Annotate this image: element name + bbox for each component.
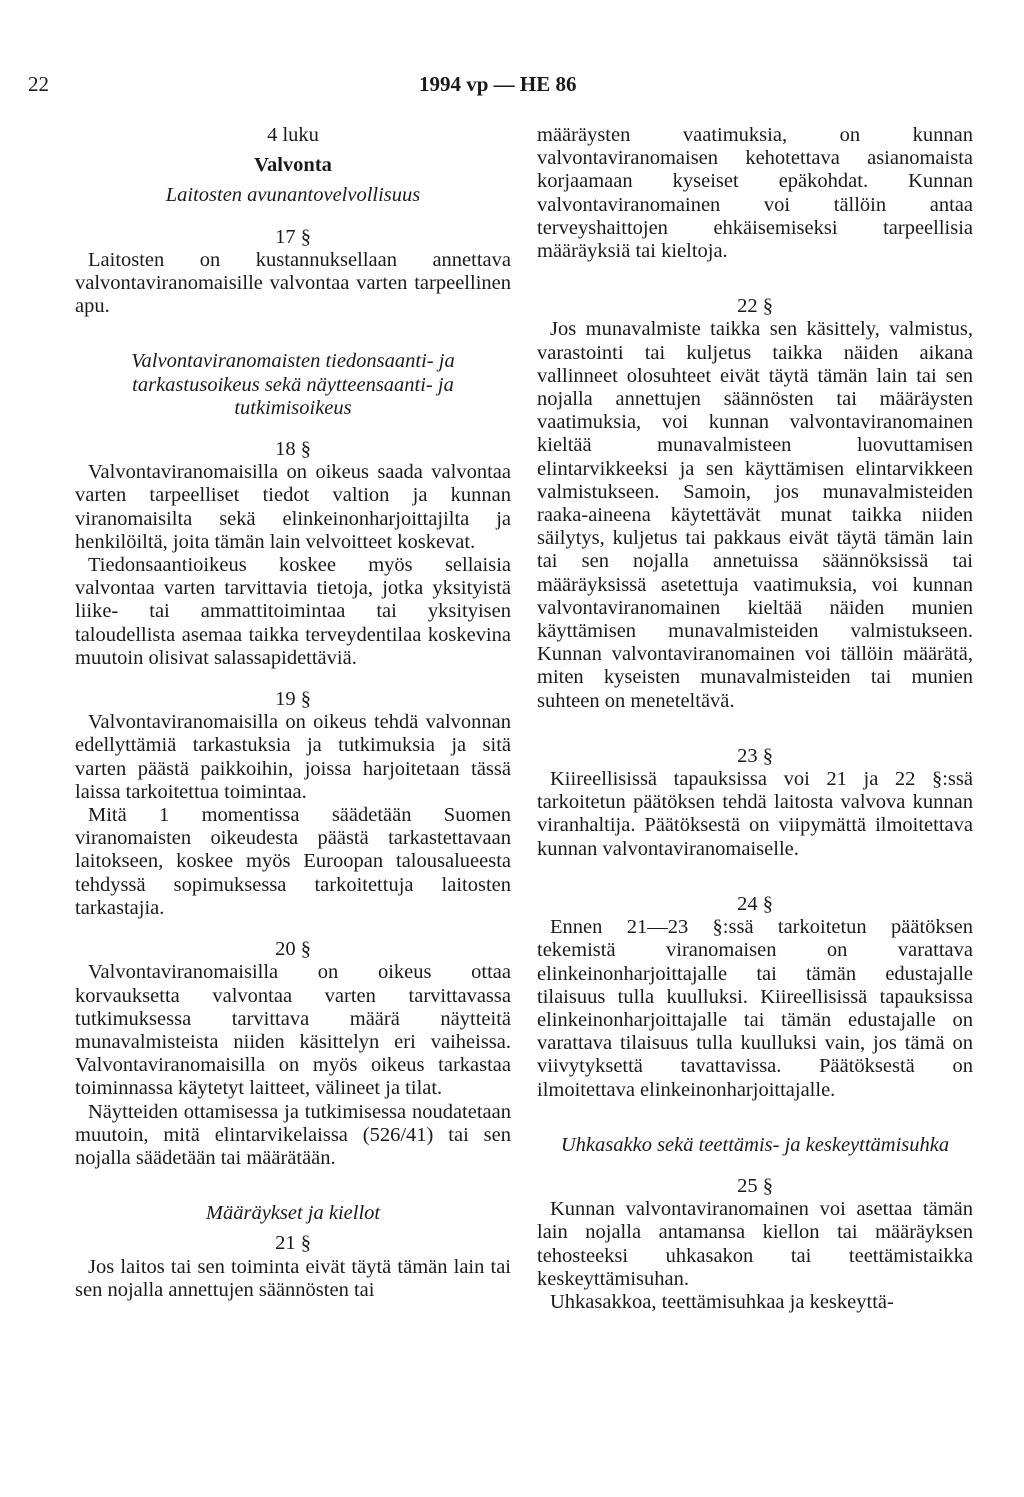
page-number: 22 <box>28 72 49 96</box>
section-18-paragraph-2: Tiedonsaantioikeus koskee myös sellaisia valvontaa varten tarvittavia tietoja, jotka yksityistä liike- tai ammattitoimintaa tai yksityisen taloudellista asemaa taikka terveydentilaa koskevina muutoin olisivat salassapidettäviä. <box>75 554 511 669</box>
left-column <box>75 124 511 1302</box>
section-17-mark: 17 § <box>275 225 311 248</box>
running-head: 1994 vp — HE 86 <box>419 72 577 96</box>
section-19-paragraph-1: Valvontaviranomaisilla on oikeus tehdä valvonnan edellyttämiä tarkastuksia ja tutkimuksia ja sitä varten päästä paikkoihin, joissa harjoitetaan tässä laissa tarkoitettua toimintaa. <box>75 711 511 803</box>
section-23-paragraph-1: Kiireellisissä tapauksissa voi 21 ja 22 §:ssä tarkoitetun päätöksen tehdä laitosta valvova kunnan viranhaltija. Päätöksestä on viipymättä ilmoitettava kunnan valvontaviranomaiselle. <box>537 768 973 860</box>
section-19-paragraph-2: Mitä 1 momentissa säädetään Suomen viranomaisten oikeudesta päästä tarkastettavaan laitokseen, koskee myös Euroopan talousalueesta tehdyssä sopimuksessa tarkoitettuja laitosten tarkastajia. <box>75 804 511 919</box>
section-22-paragraph-1: Jos munavalmiste taikka sen käsittely, valmistus, varastointi tai kuljetus taikka näiden aikana vallinneet olosuhteet eivät täytä tämän lain tai sen nojalla annettujen säännösten tai määräysten vaatimuksia, voi kunnan valvontaviranomainen kieltää munavalmisteen luovuttamisen elintarvikkeeksi ja sen käyttämisen elintarvikkeen valmistukseen. Samoin, jos munavalmisteiden raaka-aineena käytettävät munat taikka niiden säilytys, kuljetus tai pakkaus eivät täytä tämän lain tai sen nojalla annetuissa säännöksissä tai määräyksissä asetettuja vaatimuksia, voi kunnan valvontaviranomainen kieltää näiden munien käyttämisen munavalmisteiden valmistukseen. Kunnan valvontaviranomainen voi tällöin määrätä, miten kyseisten munavalmisteiden tai munien suhteen on meneteltävä. <box>537 318 973 712</box>
section-22-mark: 22 § <box>737 295 773 318</box>
section-21-heading: Määräykset ja kiellot <box>205 1202 381 1225</box>
section-21-paragraph-1: Jos laitos tai sen toiminta eivät täytä tämän lain tai sen nojalla annettujen säännösten tai <box>75 1255 511 1301</box>
section-20-paragraph-1: Valvontaviranomaisilla on oikeus ottaa korvauksetta valvontaa varten tarvittavassa tutkimuksessa tarvittava määrä näytteitä munavalmisteista niiden käsittelyn eri vaiheissa. Valvontaviranomaisilla on myös oikeus tarkastaa toiminnassa käytetyt laitteet, välineet ja tilat. <box>75 961 511 1100</box>
section-25-heading: Uhkasakko sekä teettämis- ja keskeyttämisuhka <box>560 1133 950 1156</box>
chapter-title: Valvonta <box>254 154 332 177</box>
section-24-paragraph-1: Ennen 21—23 §:ssä tarkoitetun päätöksen tekemistä viranomaisen on varattava elinkeinonharjoittajalle tai tämän edustajalle tilaisuus tulla kuulluksi. Kiireellisissä tapauksissa elinkeinonharjoittajalle tai tämän edustajalle on varattava tilaisuus tulla kuulluksi vain, jos tämä on viivytyksettä tavattavissa. Päätöksestä on ilmoitettava elinkeinonharjoittajalle. <box>537 916 973 1101</box>
section-19-mark: 19 § <box>275 688 311 711</box>
section-25-paragraph-2: Uhkasakkoa, teettämisuhkaa ja keskeyttä- <box>550 1290 894 1313</box>
section-18-heading: Valvontaviranomaisten tiedonsaanti- ja tarkastusoikeus sekä näytteensaanti- ja tutkimisoikeus <box>131 350 455 419</box>
section-25-paragraph-1: Kunnan valvontaviranomainen voi asettaa tämän lain nojalla antamansa kiellon tai määräyksen tehosteeksi uhkasakon tai teettämistaikka keskeyttämisuhan. <box>537 1198 973 1290</box>
section-20-paragraph-2: Näytteiden ottamisessa ja tutkimisessa noudatetaan muutoin, mitä elintarvikelaissa (526/41) tai sen nojalla säädetään tai määrätään. <box>75 1100 511 1169</box>
section-18-mark: 18 § <box>275 438 311 461</box>
section-17-paragraph-1: Laitosten on kustannuksellaan annettava valvontaviranomaisille valvontaa varten tarpeellinen apu. <box>75 248 511 318</box>
section-23-mark: 23 § <box>737 744 773 767</box>
section-17-heading: Laitosten avunantovelvollisuus <box>165 184 421 207</box>
section-21-continuation: määräysten vaatimuksia, on kunnan valvontaviranomaisen kehotettava asianomaista korjaamaan kyseiset epäkohdat. Kunnan valvontaviranomainen voi tällöin antaa terveyshaittojen ehkäisemiseksi tarpeellisia määräyksiä tai kieltoja. <box>537 124 973 263</box>
chapter-number: 4 luku <box>267 124 319 146</box>
section-18-paragraph-1: Valvontaviranomaisilla on oikeus saada valvontaa varten tarpeelliset tiedot valtion ja kunnan viranomaisilta sekä elinkeinonharjoittajilta ja henkilöiltä, joita tämän lain velvoitteet koskevat. <box>75 461 511 553</box>
section-21-mark: 21 § <box>275 1232 311 1255</box>
right-column <box>537 124 973 1314</box>
section-20-mark: 20 § <box>275 938 311 961</box>
section-24-mark: 24 § <box>737 892 773 915</box>
section-25-mark: 25 § <box>737 1174 773 1197</box>
